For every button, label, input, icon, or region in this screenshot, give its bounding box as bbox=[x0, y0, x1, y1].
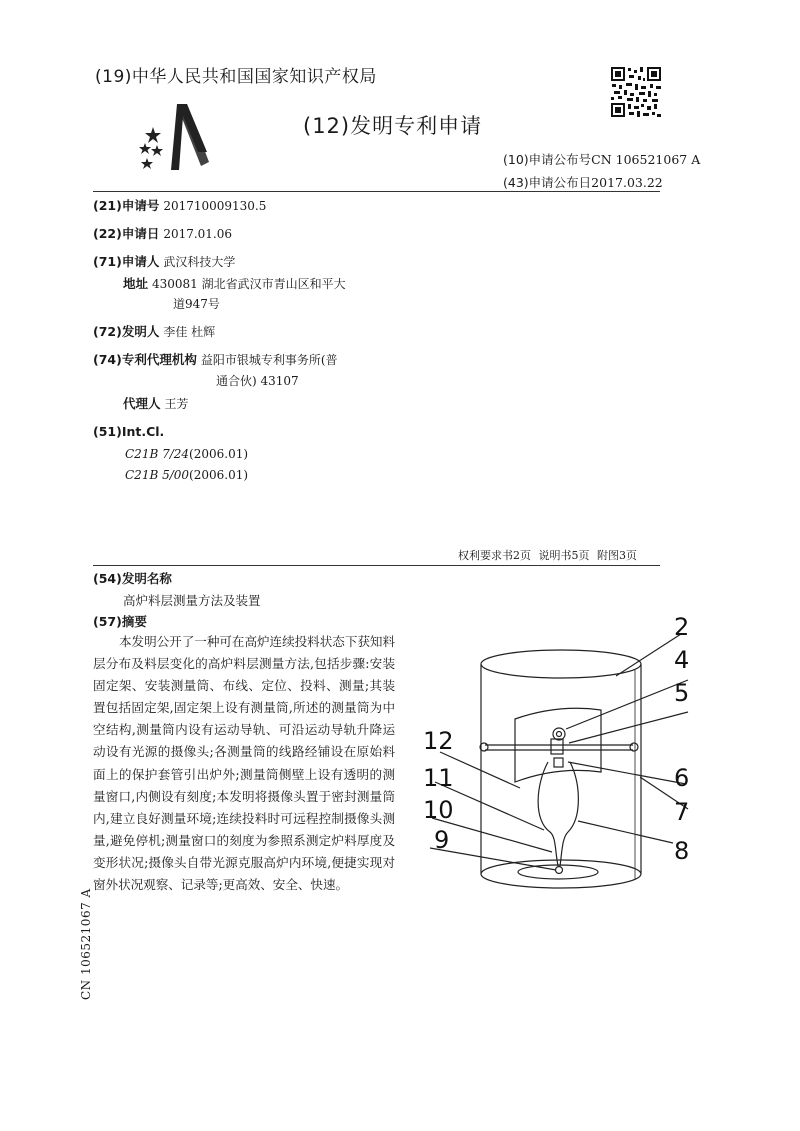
inventors bbox=[93, 322, 215, 342]
bracket-right bbox=[630, 743, 638, 751]
figure-label: 7 bbox=[674, 798, 690, 826]
figure-label: 12 bbox=[423, 727, 454, 755]
address-line-2: 道947号 bbox=[173, 297, 220, 311]
int-cl-code: C21B 5/00 bbox=[125, 468, 190, 482]
figure-label: 8 bbox=[674, 837, 690, 865]
patent-agency-line-1: 益阳市银城专利事务所(普 bbox=[200, 353, 338, 367]
figure-label: 10 bbox=[423, 796, 454, 824]
int-cl-label: (51)Int.Cl. bbox=[93, 424, 165, 439]
camera-block bbox=[554, 758, 563, 767]
application-number-label: (21)申请号 bbox=[93, 198, 160, 213]
abstract-label: (57)摘要 bbox=[93, 614, 147, 629]
camera-light bbox=[553, 728, 565, 740]
patent-agency-label: (74)专利代理机构 bbox=[93, 352, 197, 367]
page-counts: 权利要求书2页 说明书5页 附图3页 bbox=[458, 549, 637, 562]
agent-label: 代理人 bbox=[123, 396, 161, 411]
int-cl-code: C21B 7/24 bbox=[125, 447, 190, 461]
publication-date-value: 2017.03.22 bbox=[591, 175, 663, 190]
cnipa-logo bbox=[125, 100, 220, 175]
filing-date-label: (22)申请日 bbox=[93, 226, 160, 241]
address-label: 地址 bbox=[123, 276, 149, 291]
filing-date-value: 2017.01.06 bbox=[163, 227, 233, 241]
int-cl-version: (2006.01) bbox=[189, 468, 249, 482]
figure-label: 6 bbox=[674, 764, 690, 792]
patent-agency bbox=[93, 350, 338, 370]
application-number bbox=[93, 196, 266, 216]
tube-base bbox=[556, 867, 563, 874]
logo-star bbox=[145, 127, 161, 143]
application-number-value: 201710009130.5 bbox=[163, 199, 267, 213]
section-divider bbox=[93, 565, 660, 566]
publication-number-label: (10)申请公布号 bbox=[503, 152, 592, 167]
qr-code bbox=[610, 66, 662, 118]
logo-star bbox=[151, 145, 163, 156]
int-cl-class bbox=[125, 465, 248, 485]
int-cl-class bbox=[125, 444, 248, 464]
office-name: (19)中华人民共和国国家知识产权局 bbox=[95, 67, 377, 87]
agent bbox=[123, 394, 189, 414]
applicant-label: (71)申请人 bbox=[93, 254, 160, 269]
int-cl-version: (2006.01) bbox=[189, 447, 249, 461]
inventors-value: 李佳 杜辉 bbox=[163, 325, 216, 339]
figure-label: 4 bbox=[674, 646, 690, 674]
address bbox=[123, 274, 346, 294]
figure-label: 11 bbox=[423, 764, 454, 792]
applicant-value: 武汉科技大学 bbox=[163, 255, 236, 269]
invention-title: 高炉料层测量方法及装置 bbox=[123, 593, 261, 608]
abstract-text: 本发明公开了一种可在高炉连续投料状态下获知料层分布及料层变化的高炉料层测量方法,包括步骤:安装固定架、安装测量筒、布线、定位、投料、测量;其装置包括固定架,固定架上设有测量筒,所述的测量筒为中空结构,测量筒内设有运动导轨、可沿运动导轨升降运动设有光源的摄像头;各测量筒的线路经铺设在原始料面上的保护套管引出炉外;测量筒侧壁上设有透明的测量窗口,内侧设有刻度;本发明将摄像头置于密封测量筒内,建立良好测量环境;连续投料时可远程控制摄像头测量,避免停机;测量窗口的刻度为参照系测定炉料厚度及变形状况;摄像头自带光源克服高炉内环境,便捷实现对窗外状况观察、记录等;更高效、安全、快速。 bbox=[93, 634, 395, 893]
header-divider bbox=[93, 191, 660, 192]
publication-number-value: CN 106521067 A bbox=[591, 152, 701, 167]
document-type: (12)发明专利申请 bbox=[303, 114, 483, 138]
cylinder-top bbox=[481, 650, 641, 678]
agent-value: 王芳 bbox=[164, 397, 189, 411]
logo-star bbox=[141, 158, 153, 169]
inventors-label: (72)发明人 bbox=[93, 324, 160, 339]
logo-star bbox=[139, 143, 151, 154]
figure-label: 9 bbox=[434, 826, 450, 854]
figure-label: 2 bbox=[674, 613, 690, 641]
figure-label: 5 bbox=[674, 679, 690, 707]
address-line-1: 430081 湖北省武汉市青山区和平大 bbox=[152, 277, 346, 291]
publication-number bbox=[503, 150, 700, 168]
patent-agency-line-2: 通合伙) 43107 bbox=[216, 374, 299, 388]
filing-date bbox=[93, 224, 232, 244]
publication-date-label: (43)申请公布日 bbox=[503, 175, 592, 190]
cylinder-bottom-front bbox=[481, 874, 641, 888]
side-publication-number: CN 106521067 A bbox=[79, 888, 93, 1000]
device-drawing bbox=[418, 612, 700, 912]
applicant bbox=[93, 252, 235, 272]
invention-title-label: (54)发明名称 bbox=[93, 571, 172, 586]
publication-date bbox=[503, 173, 663, 191]
